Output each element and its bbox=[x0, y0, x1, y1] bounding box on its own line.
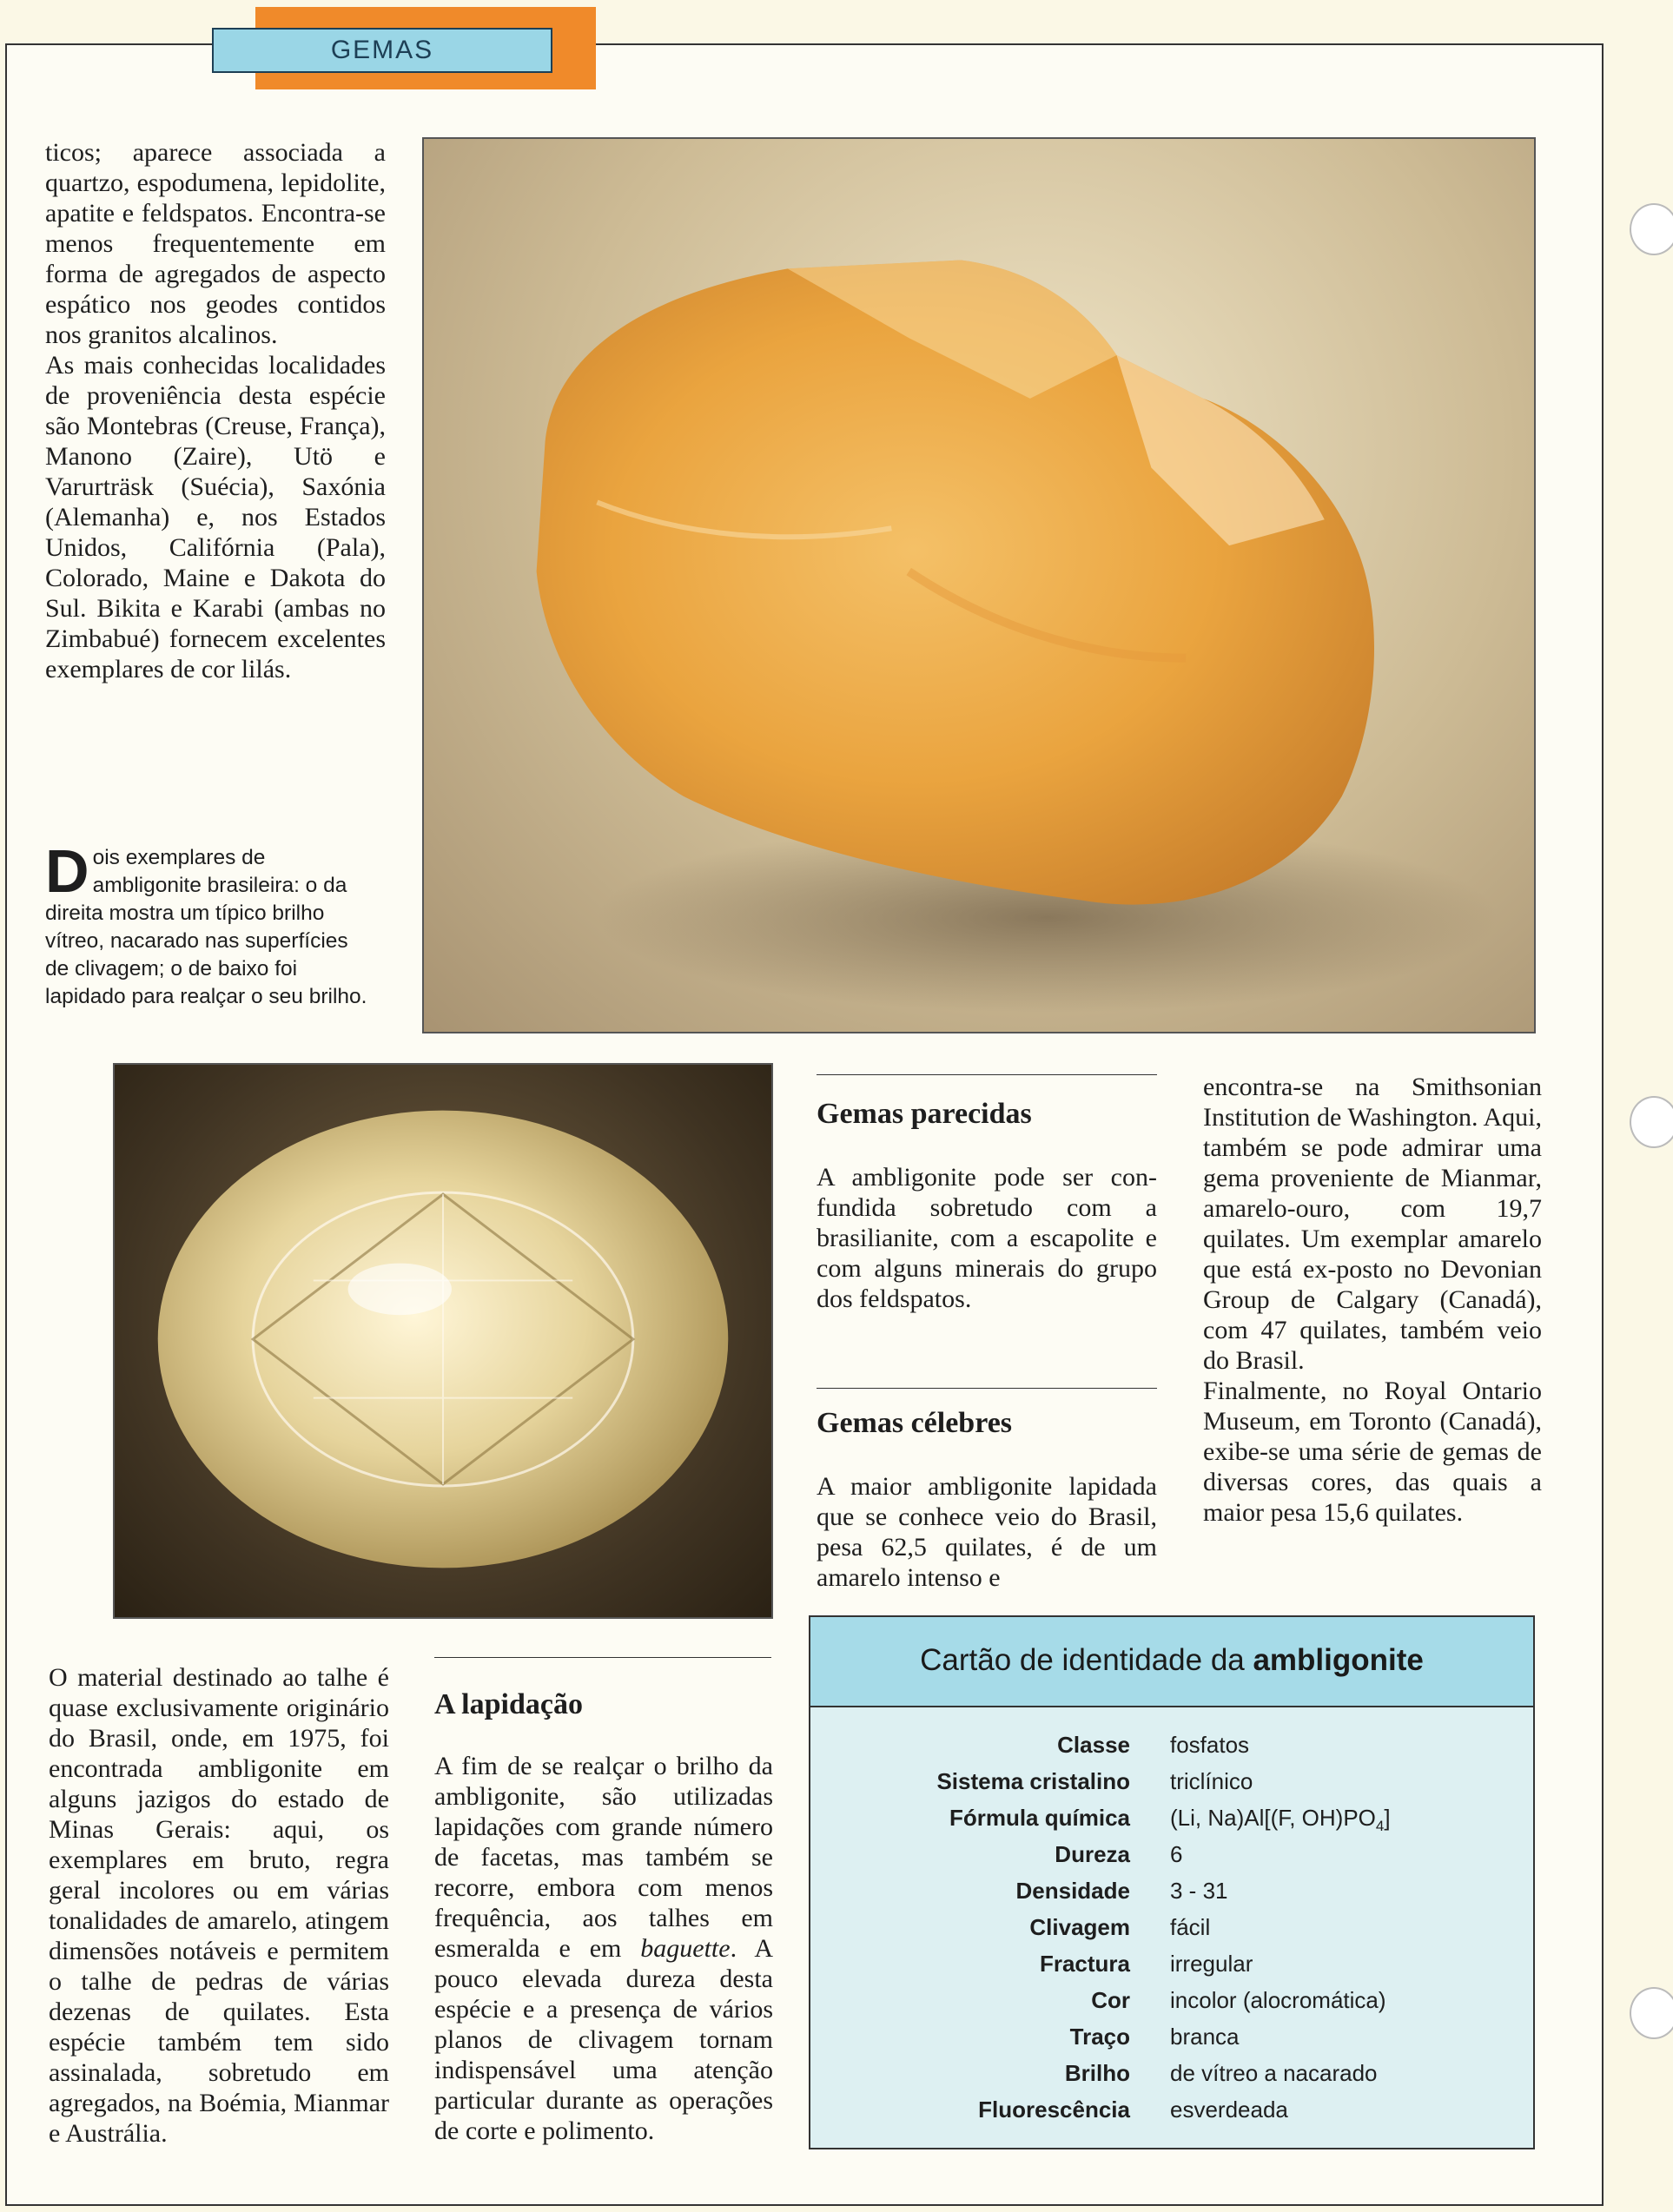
row-value: branca bbox=[1170, 2024, 1240, 2050]
row-label: Fractura bbox=[1039, 1951, 1130, 1977]
row-label: Classe bbox=[1057, 1732, 1130, 1758]
card-row bbox=[810, 1799, 1533, 1836]
card-title-mineral: ambligonite bbox=[1253, 1643, 1424, 1677]
photo-caption bbox=[45, 837, 375, 1011]
text-gemas-celebres bbox=[817, 1471, 1157, 1593]
identity-card-table bbox=[810, 1707, 1533, 2148]
cut-gem-photo bbox=[113, 1063, 773, 1619]
row-value: incolor (alocromática) bbox=[1170, 1987, 1386, 2013]
row-label: Cor bbox=[1091, 1987, 1130, 2013]
card-row bbox=[810, 1909, 1533, 1945]
row-value: 6 bbox=[1170, 1841, 1183, 1867]
row-value-formula bbox=[1170, 1799, 1391, 1836]
section-rule bbox=[817, 1074, 1157, 1075]
section-rule bbox=[817, 1388, 1157, 1389]
card-row bbox=[810, 1872, 1533, 1909]
paragraph bbox=[434, 1751, 773, 2146]
row-label: Fluorescência bbox=[978, 2096, 1130, 2123]
paragraph: A ambligonite pode ser confundida sobretudo com a brasilianite, com a escapolite e com alguns minerais do grupo dos feldspatos. bbox=[817, 1163, 1157, 1313]
card-title-prefix: Cartão de identidade da bbox=[920, 1643, 1253, 1677]
card-row bbox=[810, 2018, 1533, 2055]
heading-gemas-celebres: Gemas célebres bbox=[817, 1407, 1013, 1439]
row-label: Dureza bbox=[1055, 1841, 1130, 1867]
paragraph: Finalmente, no Royal Ontario Museum, em Toronto (Canadá), exibe-se uma série de gemas de diversas cores, das quais a maior pesa 15,6 quilates. bbox=[1203, 1377, 1542, 1527]
binder-hole bbox=[1630, 203, 1673, 255]
right-column-top bbox=[1203, 1072, 1542, 1528]
text-span: . A pouco elevada dureza desta espécie e a presença de vários planos de clivagem tornam indispensável uma atenção particular durante as operações de corte e polimento. bbox=[434, 1934, 774, 2145]
identity-card bbox=[809, 1615, 1535, 2149]
card-row bbox=[810, 1836, 1533, 1872]
row-label: Densidade bbox=[1015, 1878, 1130, 1904]
formula-end: ] bbox=[1384, 1805, 1391, 1831]
text-lapidacao bbox=[434, 1751, 773, 2146]
identity-card-title bbox=[810, 1617, 1533, 1707]
paragraph: O material destinado ao talhe é quase exclusivamente originário do Brasil, onde, em 1975, foi encontrada ambligonite em alguns jazigos do estado de Minas Gerais: aqui, os exemplares em bruto, regra geral incolores ou em várias tonalidades de amarelo, atingem dimensões notáveis e permitem o talhe de pedras de várias dezenas de quilates. Esta espécie também tem sido assinalada, sobretudo em agregados, na Boémia, Mianmar e Austrália. bbox=[49, 1663, 389, 2148]
paragraph: As mais conhecidas localidades de proveniência desta espécie são Montebras (Creuse, França), Manono (Zaire), Utö e Varurträsk (Suécia), Saxónia (Alemanha) e, nos Estados Unidos, Califórnia (Pala), Colorado, Maine e Dakota do Sul. Bikita e Karabi (ambas no Zimbabué) fornecem excelentes exemplares de cor lilás. bbox=[45, 351, 386, 683]
text-span: A fim de se realçar o brilho da ambligonite, são utilizadas lapidações com grande número de facetas, mas também se recorre, embora com menos frequência, aos talhes em esmeralda e em bbox=[434, 1752, 773, 1963]
card-row bbox=[810, 2055, 1533, 2091]
row-label: Fórmula química bbox=[949, 1805, 1130, 1831]
card-row bbox=[810, 1982, 1533, 2018]
text-gemas-parecidas bbox=[817, 1162, 1157, 1314]
formula-subscript: 4 bbox=[1375, 1818, 1385, 1835]
rough-crystal-photo bbox=[422, 137, 1536, 1033]
row-value: esverdeada bbox=[1170, 2096, 1288, 2123]
row-value: triclínico bbox=[1170, 1768, 1253, 1794]
heading-lapidacao: A lapidação bbox=[434, 1688, 583, 1720]
paragraph: A maior ambligonite lapidada que se conhece veio do Brasil, pesa 62,5 quilates, é de um amarelo intenso e bbox=[817, 1472, 1157, 1592]
section-tab: GEMAS bbox=[212, 28, 552, 73]
card-row bbox=[810, 2091, 1533, 2128]
paragraph: ticos; aparece associada a quartzo, espodumena, lepidolite, apatite e feldspatos. Encontra-se menos frequentemente em forma de agregados de aspecto espático nos geodes contidos nos granitos alcalinos. bbox=[45, 138, 386, 349]
row-label: Clivagem bbox=[1029, 1914, 1130, 1940]
row-value: de vítreo a nacarado bbox=[1170, 2060, 1378, 2086]
row-value: fácil bbox=[1170, 1914, 1211, 1940]
row-label: Traço bbox=[1069, 2024, 1130, 2050]
row-value: fosfatos bbox=[1170, 1732, 1250, 1758]
left-column-top bbox=[45, 137, 386, 684]
card-row bbox=[810, 1763, 1533, 1799]
card-row bbox=[810, 1945, 1533, 1982]
row-value: 3 - 31 bbox=[1170, 1878, 1228, 1904]
row-label: Sistema cristalino bbox=[936, 1768, 1130, 1794]
binder-hole bbox=[1630, 1096, 1673, 1148]
cut-gem-illustration bbox=[115, 1065, 771, 1617]
rough-crystal-illustration bbox=[424, 139, 1534, 1032]
row-value: irregular bbox=[1170, 1951, 1253, 1977]
binder-hole bbox=[1630, 1987, 1673, 2039]
formula-main: (Li, Na)Al[(F, OH)PO bbox=[1170, 1805, 1376, 1831]
paragraph: encontra-se na Smithsonian Institution de Washington. Aqui, também se pode admirar uma gema proveniente de Mianmar, amarelo-ouro, com 19,7 quilates. Um exemplar amarelo que está ex-posto no Devonian Group de Calgary (Canadá), com 47 quilates, também veio do Brasil. bbox=[1203, 1073, 1542, 1375]
heading-gemas-parecidas: Gemas parecidas bbox=[817, 1098, 1032, 1130]
left-column-bottom bbox=[49, 1662, 389, 2149]
caption-text: ois exemplares de ambligonite brasileira: o da direita mostra um típico brilho vítreo, nacarado nas superfícies de clivagem; o de baixo foi lapidado para realçar o seu brilho. bbox=[45, 846, 367, 1008]
drop-cap: D bbox=[45, 837, 89, 905]
italic-term: baguette bbox=[640, 1934, 731, 1963]
row-label: Brilho bbox=[1064, 2060, 1130, 2086]
card-row bbox=[810, 1727, 1533, 1763]
section-rule bbox=[434, 1657, 771, 1658]
